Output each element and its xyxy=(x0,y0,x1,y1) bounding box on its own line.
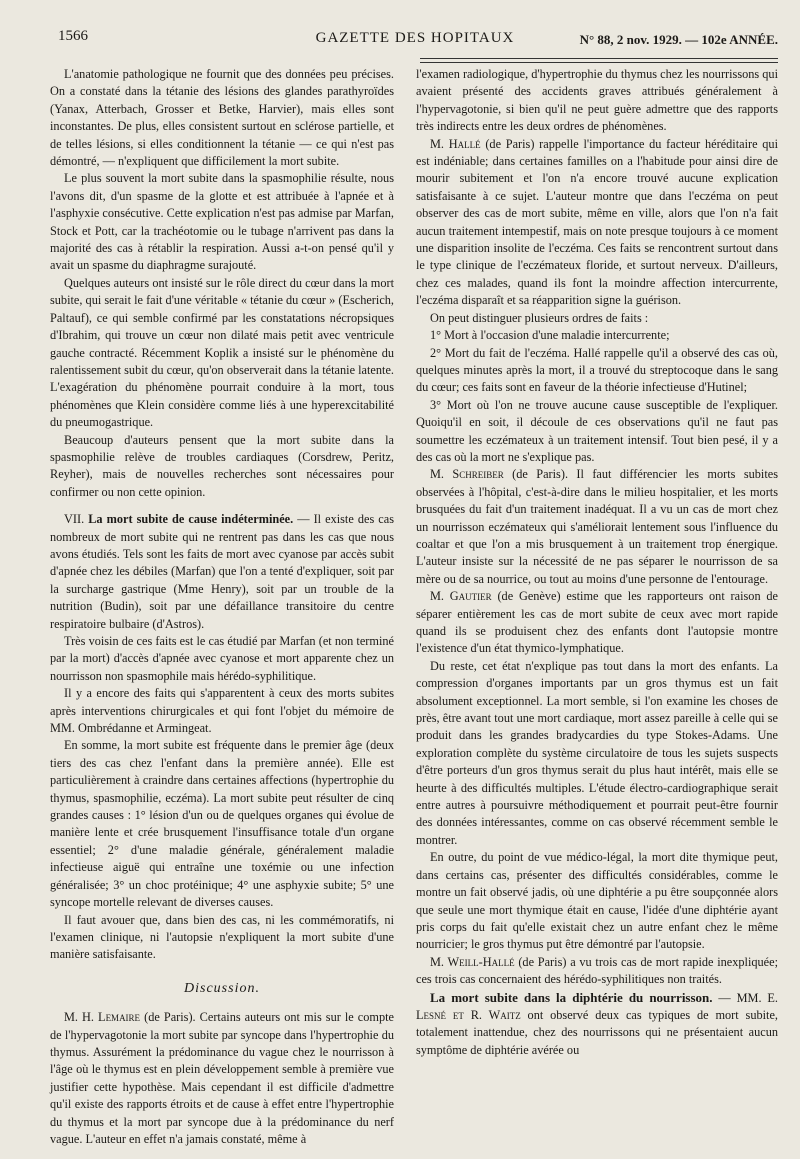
section-number: VII. xyxy=(64,512,85,527)
paragraph-text: (de Paris). Certains auteurs ont mis sur le compte de l'hypervagotonie la mort subite par syncope dans l'hypertrophie du thymus. Assurément la prédominance du vague chez le nourrisson à l'âge où le thymus est en plein développement semble à première vue justifier cette hypothèse. Mais cependant il est difficile d'admettre qu'il existe des rapports étroits et de cause à effet entre l'hypertrophie du thymus et la mort par syncope due à la prédominance du nerf vague. L'auteur en effet n'a jamais constaté, même à xyxy=(50,1010,394,1146)
paragraph: — Il existe des cas nombreux de mort subite qui ne rentrent pas dans les cas que nous avons étudiés. Tels sont les faits de mort avec cyanose par accès subit d'apnée chez les débiles (Marfan) que l'on a tenté d'expliquer, soit par la surcharge gastrique (Mme Henry), soit par un trouble de la nutrition (Budin), soit par une défaillance transitoire du centre respiratoire bulbaire (d'Astros). xyxy=(50,512,394,631)
left-column xyxy=(50,66,394,1148)
header-rule-secondary xyxy=(420,62,778,63)
header-rule xyxy=(420,58,778,59)
paragraph: La mort subite dans la diphtérie du nourrisson. — MM. E. Lesné et R. Waitz ont observé deux cas typiques de mort subite, totalement inattendue, chez des nourrissons qui ne présentaient aucun symptôme de diphtérie avérée ou xyxy=(416,989,778,1057)
paragraph xyxy=(416,136,778,310)
paragraph xyxy=(416,588,778,658)
author-name: M. Hallé xyxy=(430,136,481,151)
paragraph: Du reste, cet état n'explique pas tout dans la mort des enfants. La compression d'organes importants par un gros thymus est un fait absolument exceptionnel. La mort semble, si l'on examine les choses de près, être avant tout une mort cardiaque, mort assez pareille à celle qui se produit dans les grandes bradycardies du type Stokes-Adams. Une exploration complète du système circulatoire de tous les sujets suspects d'être porteurs d'un gros thymus serait du plus haut intérêt, mais elle se heurte à des difficultés multiples. L'étude électro-cardiographique serait entre autres à poursuivre méthodiquement et pourrait peut-être fournir des données intéressantes, comme on cas observé récemment semble le montrer. xyxy=(416,658,778,847)
paragraph: 1° Mort à l'occasion d'une maladie intercurrente; xyxy=(430,328,670,343)
paragraph: Très voisin de ces faits est le cas étudié par Marfan (et non terminé par la mort) d'accès d'apnée avec cyanose et mort apparente chez un nourrisson non spasmophile mais hérédo-syphilitique. xyxy=(50,634,394,683)
paragraph: 3° Mort où l'on ne trouve aucune cause susceptible de l'expliquer. Quoiqu'il en soit, il découle de ces observations qu'il ne faut pas soumettre les eczémateux à un traitement intensif. Tout bien pesé, il y a des cas où la mort ne s'explique pas. xyxy=(416,397,778,464)
issue-info: N° 88, 2 nov. 1929. — 102e ANNÉE. xyxy=(579,32,778,47)
author-name: M. Weill-Hallé xyxy=(430,954,515,969)
paragraph: En somme, la mort subite est fréquente dans le premier âge (deux tiers des cas chez l'enfant dans la première année). Elle est particulièrement à craindre dans certaines affections (hypertrophie du thymus, spasmophilie, eczéma). La mort subite peut résulter de cinq grandes causes : 1° lésion d'un ou de quelques organes qui évolue de manière lente et crée brusquement l'insuffisance totale d'un organe essentiel; 2° d'une maladie générale, généralement maladie infectieuse aiguë qui entraîne une toxémie ou une infection généralisée; 3° un choc protéinique; 4° une asphyxie subite; 5° une syncope mortelle relevant de diverses causes. xyxy=(50,738,394,910)
paragraph: Quelques auteurs ont insisté sur le rôle direct du cœur dans la mort subite, qui serait le fait d'une véritable « tétanie du cœur » (Escherich, Paltauf), ce qui semble confirmé par les constatations nécropsiques d'Ibrahim, qui trouve un cœur non dilaté mais petit avec ventricule gauche contracté. Récemment Koplik a insisté sur le phénomène du ralentissement subit du cœur, qu'on observerait dans la tétanie latente. L'exagération du phénomène pourrait conduire à la mort, tous phénomènes que Klein considère comme liés à une hyperexcitabilité du pneumogastrique. xyxy=(50,275,394,430)
page-header xyxy=(52,22,778,54)
paragraph-text: (de Paris). Il faut différencier les morts subites observées à l'hôpital, c'est-à-dire dans le milieu hospitalier, et les morts brusquées du fait d'un traitement inadéquat. Il a vu un cas de mort chez un nourrisson eczémateux qui s'améliorait lentement sous l'influence du coaltar et que l'on a mis brusquement à un traitement trop énergique. L'auteur insiste sur la nécessité de ne pas séparer le nourrisson de sa mère ou de sa nourrice, ou tout au moins d'une personne de l'entourage. xyxy=(416,467,778,586)
author-name: M. H. Lemaire xyxy=(64,1010,141,1025)
paragraph: 2° Mort du fait de l'eczéma. Hallé rappelle qu'il a observé des cas où, quelques minutes après la mort, il a trouvé du streptocoque dans le sang du cœur; ces faits sont en faveur de la théorie infectieuse d'Hutinel; xyxy=(416,345,778,395)
paragraph: l'examen radiologique, d'hypertrophie du thymus chez les nourrissons qui avaient présenté des accidents graves attribués généralement à l'hypervagotonie, si bien qu'il ne peut guère admettre que des rapports très indirects entre les deux ordres de phénomènes. xyxy=(416,67,778,134)
paragraph-text: (de Genève) estime que les rapporteurs ont raison de séparer entièrement les cas de mort subite de ceux avec mort rapide quand ils se produisent chez des enfants dont l'autopsie montre l'existence d'un état thymico-lymphatique. xyxy=(416,589,778,656)
paragraph: Il y a encore des faits qui s'apparentent à ceux des morts subites après interventions chirurgicales et qui font l'objet du mémoire de MM. Ombrédanne et Armingeat. xyxy=(50,686,394,736)
discussion-title: Discussion. xyxy=(184,980,260,996)
paragraph xyxy=(50,1009,394,1148)
paragraph xyxy=(416,466,778,588)
paragraph-text: (de Paris) a vu trois cas de mort rapide inexpliquée; ces trois cas concernaient des hérédo-syphilitiques non traités. xyxy=(416,954,778,987)
author-name: M. Schreiber xyxy=(430,467,504,482)
paragraph: Il faut avouer que, dans bien des cas, ni les commémoratifs, ni l'examen clinique, ni l'autopsie n'expliquent la mort subite d'une manière satisfaisante. xyxy=(50,912,394,962)
paragraph: Le plus souvent la mort subite dans la spasmophilie résulte, nous l'avons dit, d'un spasme de la glotte et est attribuée à l'apnée et à l'asphyxie consécutive. Cette explication n'est pas admise par Marfan, Stock et Pott, car la trachéotomie ou le tubage n'arrivent pas dans la majorité des cas à rétablir la respiration. Aussi a-t-on pensé qu'il y avait un spasme du diaphragme surajouté. xyxy=(50,171,394,273)
paragraph: On peut distinguer plusieurs ordres de faits : xyxy=(430,310,649,325)
author-name: M. Gautier xyxy=(430,589,492,604)
paragraph: Beaucoup d'auteurs pensent que la mort subite dans la spasmophilie relève de troubles cardiaques (Corsdrew, Peritz, Reyher), mais de nouvelles recherches sont nécessaires pour confirmer ou non cette opinion. xyxy=(50,432,394,499)
section-title: La mort subite de cause indéterminée. xyxy=(88,512,294,527)
author-names: MM. E. Lesné et R. Waitz xyxy=(416,990,778,1022)
page-number: 1566 xyxy=(58,28,88,44)
paragraph-text: ont observé deux cas typiques de mort subite, totalement inattendue, chez des nourrissons qui ne présentaient aucun symptôme de diphtérie avérée ou xyxy=(416,1007,778,1057)
paragraph: L'anatomie pathologique ne fournit que des données peu précises. On a constaté dans la tétanie des lésions des glandes parathyroïdes (Yanax, Atterbach, Grosser et Betke, Harvier), mais elles sont inconstantes. De plus, elles consistent surtout en sclérose partielle, et de telles lésions, si elles conditionnent la tétanie — ce qui n'est pas démontré, — n'expliquent que difficilement la mort subite. xyxy=(50,67,394,169)
section-heading xyxy=(50,511,394,633)
paragraph: En outre, du point de vue médico-légal, la mort dite thymique peut, dans certains cas, présenter des difficultés considérables, comme le montre un fait observé jadis, où une diphtérie a pu être soupçonnée alors que seule une mort thymique était en cause, l'idée d'une diphtérie ayant pris corps du fait qu'elle existait chez un autre enfant chez le même nourricier; le gros thymus put être démontré par l'autopsie. xyxy=(416,850,778,952)
journal-title: GAZETTE DES HOPITAUX xyxy=(315,30,515,46)
right-column xyxy=(416,66,778,1059)
paragraph-text: (de Paris) rappelle l'importance du facteur héréditaire qui est indéniable; dans certaines familles on a l'habitude pour ainsi dire de mourir subitement et l'on n'a encore trouvé aucune explication satisfaisante à ce sujet. L'auteur montre que dans l'eczéma on peut observer des cas de mort subite, même en ville, alors que l'on n'a fait aucun traitement intempestif, mais on note presque toujours à ce moment une disparition insolite de l'eczéma. Ces faits se rencontrent surtout dans le type clinique de l'eczémateux floride, et surtout nerveux. D'ailleurs, chez ces malades, quand ils font la moindre affection intercurrente, l'eczéma disparaît et sa réapparition signe la guérison. xyxy=(416,136,778,308)
subsection-title: La mort subite dans la diphtérie du nourrisson. xyxy=(430,989,713,1005)
paragraph xyxy=(416,954,778,989)
